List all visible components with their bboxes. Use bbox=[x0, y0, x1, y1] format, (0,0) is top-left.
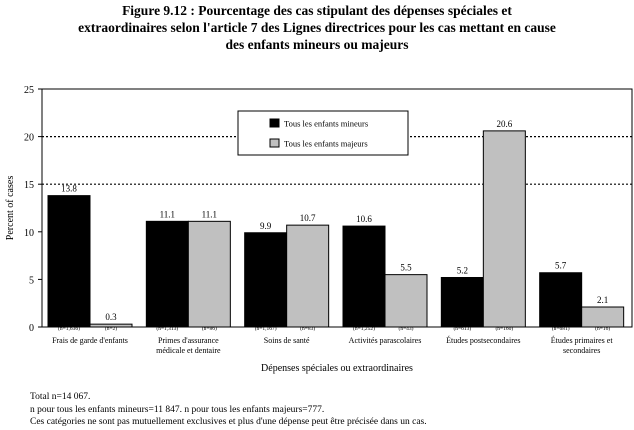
n-label: (n=86) bbox=[201, 326, 217, 332]
y-tick-label: 20 bbox=[24, 132, 34, 144]
y-tick-label: 15 bbox=[24, 180, 34, 192]
category-label: Frais de garde d'enfants bbox=[52, 336, 128, 345]
n-label: (n=16) bbox=[595, 326, 611, 332]
bar-mineurs bbox=[441, 277, 483, 327]
bar-mineurs bbox=[146, 221, 188, 327]
n-label: (n=613) bbox=[453, 326, 472, 332]
data-label: 11.1 bbox=[159, 209, 176, 220]
footnote-exclusivity-note: Ces catégories ne sont pas mutuellement exclusives et plus d'une dépense peut être précisée dans un cas. bbox=[30, 417, 427, 427]
data-label: 9.9 bbox=[260, 220, 272, 231]
y-tick-label: 25 bbox=[24, 85, 34, 96]
bar-mineurs bbox=[245, 233, 287, 327]
category-label: médicale et dentaire bbox=[156, 346, 221, 355]
figure-title bbox=[0, 2, 634, 53]
data-label: 10.7 bbox=[299, 213, 316, 224]
n-label: (n=2) bbox=[104, 326, 118, 332]
data-label: 11.1 bbox=[201, 209, 218, 220]
category-label: Études postsecondaires bbox=[446, 336, 521, 345]
bar-majeurs bbox=[582, 307, 624, 327]
footnotes bbox=[30, 391, 427, 429]
legend-label: Tous les enfants majeurs bbox=[284, 138, 368, 149]
data-label: 20.6 bbox=[496, 118, 513, 129]
n-label: (n=1,313) bbox=[156, 326, 179, 332]
data-label: 2.1 bbox=[597, 295, 609, 306]
legend-label: Tous les enfants mineurs bbox=[284, 118, 369, 129]
bar-majeurs bbox=[287, 225, 329, 327]
category-label: Activités parascolaires bbox=[348, 336, 422, 345]
category-label: Études primaires et bbox=[550, 336, 613, 345]
legend-swatch bbox=[270, 139, 279, 147]
data-label: 13.8 bbox=[61, 183, 77, 194]
title-line-1: Figure 9.12 : Pourcentage des cas stipulant des dépenses spéciales et bbox=[122, 3, 512, 18]
n-label: (n=681) bbox=[551, 326, 570, 332]
data-label: 5.5 bbox=[400, 262, 412, 273]
n-label: (n=83) bbox=[300, 326, 316, 332]
n-label: (n=43) bbox=[398, 326, 414, 332]
y-axis-label: Percent of cases bbox=[5, 175, 16, 241]
title-line-2: extraordinaires selon l'article 7 des Lignes directrices pour les cas mettant en cause bbox=[78, 20, 556, 35]
data-label: 10.6 bbox=[356, 214, 372, 225]
bar-majeurs bbox=[385, 275, 427, 327]
n-label: (n=1,252) bbox=[353, 326, 375, 332]
y-tick-label: 0 bbox=[29, 323, 34, 334]
n-label: (n=1,167) bbox=[254, 326, 277, 332]
category-label: secondaires bbox=[563, 346, 601, 355]
footnote-total: Total n=14 067. bbox=[30, 392, 91, 402]
legend-swatch bbox=[270, 119, 279, 127]
n-label: (n=160) bbox=[495, 326, 514, 332]
bar-mineurs bbox=[540, 273, 582, 327]
n-label: (n=1,636) bbox=[58, 326, 80, 332]
x-axis-label: Dépenses spéciales ou extraordinaires bbox=[261, 363, 413, 374]
footnote-n-counts: n pour tous les enfants mineurs=11 847. n pour tous les enfants majeurs=777. bbox=[30, 404, 325, 415]
bar-majeurs bbox=[483, 131, 525, 327]
category-label: Soins de santé bbox=[263, 336, 310, 345]
bar-mineurs bbox=[48, 196, 90, 327]
data-label: 0.3 bbox=[105, 312, 117, 323]
data-label: 5.7 bbox=[555, 260, 567, 271]
data-label: 5.2 bbox=[456, 265, 468, 276]
bar-mineurs bbox=[343, 226, 385, 327]
y-tick-label: 5 bbox=[29, 275, 34, 287]
category-label: Primes d'assurance bbox=[157, 336, 219, 345]
y-tick-label: 10 bbox=[24, 227, 34, 239]
bar-majeurs bbox=[188, 221, 230, 327]
title-line-3: des enfants mineurs ou majeurs bbox=[225, 37, 409, 52]
